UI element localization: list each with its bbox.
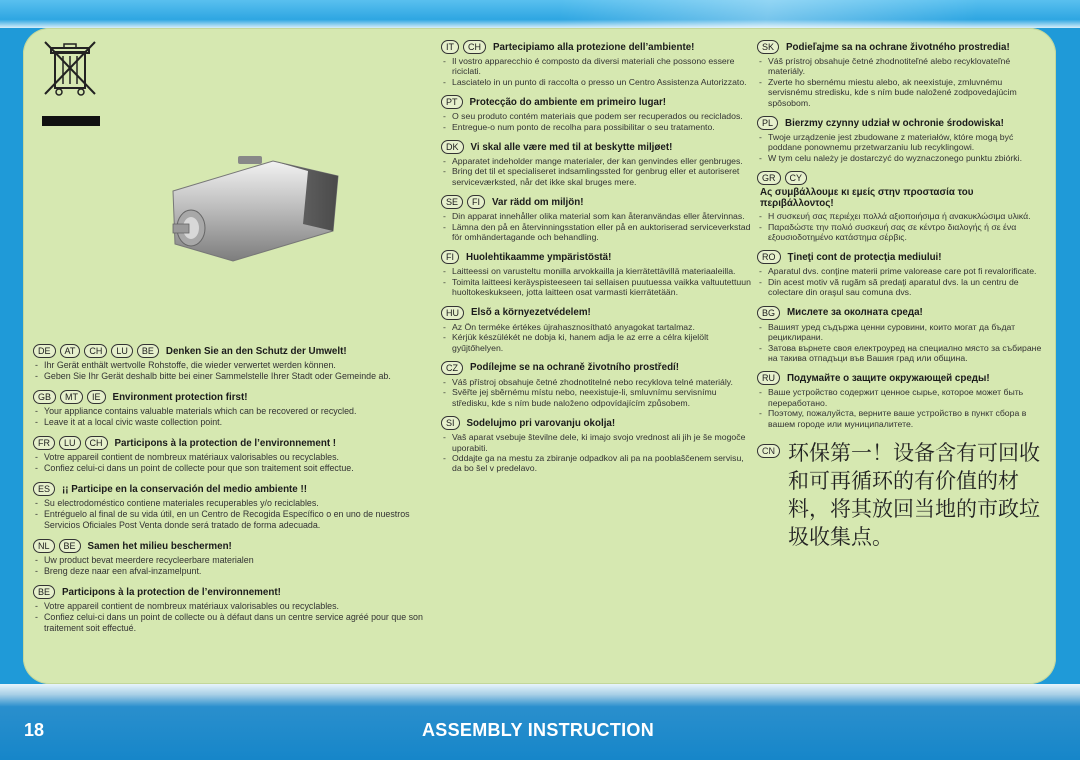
section-be — [33, 585, 428, 634]
footer-title: ASSEMBLY INSTRUCTION — [422, 720, 655, 740]
item-list — [441, 432, 753, 474]
list-item: - Ваше устройство содержит ценное сырье, которое может быть переработано. — [757, 387, 1047, 408]
country-badge: RO — [757, 250, 781, 264]
list-item: - Bring det til et specialiseret indsamlingssted for genbrug eller et autoriseret serviceværksted, når det ikke skal bruges mere. — [441, 166, 753, 187]
motor-unit-image — [153, 136, 353, 266]
section-title: Protecção do ambiente em primeiro lugar! — [469, 96, 667, 108]
list-item: - Leave it at a local civic waste collection point. — [33, 417, 428, 428]
item-list — [441, 56, 753, 87]
list-item: - Váš přístroj obsahuje četné zhodnotitelné nebo recyklova telné materiály. — [441, 377, 753, 387]
section-title: ¡¡ Participe en la conservación del medio ambiente !! — [62, 483, 308, 495]
country-badge: MT — [60, 390, 83, 404]
list-item: - Confiez celui-ci dans un point de collecte ou à défaut dans un centre service agréé pour que son traitement soit effectué. — [33, 612, 428, 634]
list-item: - Laitteessi on varusteltu monilla arvokkailla ja kierrätettävillä materiaaleilla. — [441, 266, 753, 276]
item-list — [441, 322, 753, 353]
country-badge: BG — [757, 306, 780, 320]
list-item: - Confiez celui-ci dans un point de collecte pour que son traitement soit effectue. — [33, 463, 428, 474]
list-item: - Az Ön terméke értékes újrahasznosítható anyagokat tartalmaz. — [441, 322, 753, 332]
section-heading — [441, 140, 753, 154]
item-list — [757, 211, 1047, 242]
list-item: - Toimita laitteesi keräyspisteeseen tai sellaisen puutuessa vaikka valtuutettuun huoltokeskukseen, jotta laitteen osat varmasti kierrätetään. — [441, 277, 753, 298]
section-pl — [757, 116, 1047, 163]
section-heading — [441, 95, 753, 109]
page-number: 18 — [24, 720, 45, 740]
item-list — [441, 211, 753, 242]
section-heading — [441, 40, 753, 54]
list-item: - Váš prístroj obsahuje četné zhodnotiteľné alebo recyklovateľné materiály. — [757, 56, 1047, 77]
country-badge: GB — [33, 390, 56, 404]
item-list — [757, 132, 1047, 163]
section-heading — [33, 585, 428, 599]
list-item: - Geben Sie Ihr Gerät deshalb bitte bei einer Sammelstelle Ihrer Stadt oder Gemeinde ab. — [33, 371, 428, 382]
top-band — [0, 0, 1080, 28]
country-badge: CH — [463, 40, 486, 54]
cn-text: 环保第一！设备含有可回收和可再循环的有价值的材料，将其放回当地的市政垃圾收集点。 — [788, 440, 1040, 549]
section-title: Ţineţi cont de protecţia mediului! — [787, 251, 942, 263]
section-title: Var rädd om miljön! — [492, 196, 584, 208]
item-list — [33, 601, 428, 634]
list-item: - O seu produto contém materiais que podem ser recuperados ou reciclados. — [441, 111, 753, 121]
item-list — [757, 56, 1047, 108]
section-cn — [757, 439, 1047, 551]
section-si — [441, 416, 753, 474]
list-item: - Entréguelo al final de su vida útil, en un Centro de Recogida Específico o en uno de nuestros Servicios Oficiales Post Venta donde será tratado de forma adecuada. — [33, 509, 428, 531]
country-badge: FI — [467, 195, 485, 209]
country-badge: CH — [84, 344, 107, 358]
country-badge: CH — [85, 436, 108, 450]
black-bar — [42, 116, 100, 126]
list-item: - Aparatul dvs. conţine materii prime valorease care pot fi revalorificate. — [757, 266, 1047, 276]
section-title: Podieľajme sa na ochrane životného prostredia! — [786, 41, 1010, 53]
crossed-bin-icon — [39, 38, 101, 104]
section-pt — [441, 95, 753, 132]
section-title: Vi skal alle være med til at beskytte miljøet! — [470, 141, 673, 153]
list-item: - Votre appareil contient de nombreux matériaux valorisables ou recyclables. — [33, 601, 428, 612]
list-item: - Entregue-o num ponto de recolha para possibilitar o seu tratamento. — [441, 122, 753, 132]
country-badge: LU — [111, 344, 133, 358]
section-title: Huolehtikaamme ympäristöstä! — [466, 251, 612, 263]
item-list — [33, 360, 428, 382]
country-badge: BE — [137, 344, 159, 358]
section-it-ch — [441, 40, 753, 87]
section-title: Participons à la protection de l’environnement! — [62, 586, 281, 598]
list-item: - Lasciatelo in un punto di raccolta o presso un Centro Assistenza Autorizzato. — [441, 77, 753, 87]
item-list — [441, 156, 753, 187]
item-list — [33, 498, 428, 531]
item-list — [757, 387, 1047, 429]
middle-column — [441, 40, 753, 482]
item-list — [33, 406, 428, 428]
country-badge: BE — [59, 539, 81, 553]
section-title: Denken Sie an den Schutz der Umwelt! — [165, 345, 347, 357]
country-badge: FR — [33, 436, 55, 450]
country-badge: RU — [757, 371, 780, 385]
section-heading — [757, 40, 1047, 54]
list-item: - Your appliance contains valuable materials which can be recovered or recycled. — [33, 406, 428, 417]
section-es — [33, 482, 428, 531]
section-title: Elsõ a környezetvédelem! — [471, 307, 591, 319]
list-item: - Вашият уред съдържа ценни суровини, които могат да бъдат рециклирани. — [757, 322, 1047, 343]
list-item: - Zverte ho sbernému miestu alebo, ak neexistuje, zmluvnému servisnému stredisku, kde s ním bude naložené zodpovedajúcim spôsobom. — [757, 77, 1047, 108]
country-badge: GR — [757, 171, 781, 185]
section-heading — [441, 250, 753, 264]
item-list — [441, 266, 753, 297]
list-item: - Din acest motiv vă rugăm să predaţi aparatul dvs. la un centru de colectare din oraşul sau comuna dvs. — [757, 277, 1047, 298]
left-column — [33, 344, 428, 642]
country-badge: FI — [441, 250, 459, 264]
item-list — [33, 452, 428, 474]
country-badge: PL — [757, 116, 778, 130]
item-list — [33, 555, 428, 577]
section-title: Подумайте о защите окружающей среды! — [787, 372, 990, 384]
list-item: - Su electrodoméstico contiene materiales recuperables y/o reciclables. — [33, 498, 428, 509]
list-item: - Oddajte ga na mestu za zbiranje odpadkov ali pa na pooblaščenem servisu, da bo šel v predelavo. — [441, 453, 753, 474]
section-sk — [757, 40, 1047, 108]
list-item: - Svěřte jej sběrnému místu nebo, neexistuje-li, smluvnímu servisnímu středisku, kde s ním bude naloženo odpovídajícím způsobem. — [441, 387, 753, 408]
section-heading — [33, 436, 428, 450]
section-cz — [441, 361, 753, 408]
section-heading — [757, 116, 1047, 130]
item-list — [441, 111, 753, 132]
section-hu — [441, 306, 753, 353]
section-heading — [33, 344, 428, 358]
section-title: Sodelujmo pri varovanju okolja! — [466, 417, 616, 429]
list-item: - Vaš aparat vsebuje številne dele, ki imajo svojo vrednost ali jih je še mogoče uporabiti. — [441, 432, 753, 453]
section-title: Podílejme se na ochraně životního prostředí! — [470, 362, 680, 374]
list-item: - Din apparat innehåller olika material som kan återanvändas eller återvinnas. — [441, 211, 753, 221]
section-heading — [757, 371, 1047, 385]
section-heading — [441, 416, 753, 430]
section-gr-cy — [757, 171, 1047, 242]
section-de-at-ch-lu-be — [33, 344, 428, 382]
list-item: - Ihr Gerät enthält wertvolle Rohstoffe, die wieder verwertet werden können. — [33, 360, 428, 371]
country-badge: BE — [33, 585, 55, 599]
list-item: - Breng deze naar een afval-inzamelpunt. — [33, 566, 428, 577]
section-heading — [441, 361, 753, 375]
section-nl-be — [33, 539, 428, 577]
country-badge: SE — [441, 195, 463, 209]
list-item: - Затова върнете своя електроуред на специално място за събиране на такива отпадъци във Вашия град или община. — [757, 343, 1047, 364]
country-badge: SI — [441, 416, 460, 430]
section-dk — [441, 140, 753, 187]
section-title: Samen het milieu beschermen! — [87, 540, 232, 552]
section-heading — [441, 306, 753, 320]
list-item: - Παραδώστε την πολιό συσκευή σας σε κέντρο διαλογής ή σε ένα εξουσιοδοτημένο κατάστημα σέρβις. — [757, 222, 1047, 243]
right-column — [757, 40, 1047, 551]
section-heading — [33, 482, 428, 496]
section-title: Ας συμβάλλουμε κι εμείς στην προστασία του περιβάλλοντος! — [760, 187, 974, 210]
list-item: - Lämna den på en återvinningsstation eller på en auktoriserad serviceverkstad för omhändertagande och behandling. — [441, 222, 753, 243]
country-badge: AT — [60, 344, 81, 358]
section-title: Bierzmy czynny udział w ochronie środowiska! — [785, 117, 1004, 129]
section-bg — [757, 306, 1047, 364]
section-ro — [757, 250, 1047, 297]
section-gb-mt-ie — [33, 390, 428, 428]
section-heading — [441, 195, 753, 209]
country-badge: HU — [441, 306, 464, 320]
country-badge: CN — [757, 444, 780, 458]
country-badge: PT — [441, 95, 463, 109]
section-ru — [757, 371, 1047, 429]
section-heading — [757, 306, 1047, 320]
country-badge: ES — [33, 482, 55, 496]
section-se-fi — [441, 195, 753, 242]
country-badge: LU — [59, 436, 81, 450]
item-list — [757, 266, 1047, 297]
list-item: - Il vostro apparecchio é composto da diversi materiali che possono essere riciclati. — [441, 56, 753, 77]
country-badge: IE — [87, 390, 106, 404]
list-item: - Kérjük készülékét ne dobja ki, hanem adja le az erre a célra kijelölt gyűjtőhelyen. — [441, 332, 753, 353]
section-title: Мислете за околната среда! — [787, 307, 923, 319]
list-item: - Apparatet indeholder mange materialer, der kan genvindes eller genbruges. — [441, 156, 753, 166]
section-fr-lu-ch — [33, 436, 428, 474]
list-item: - Η συσκευή σας περιέχει πολλά αξιοποιήσιμα ή ανακυκλώσιμα υλικά. — [757, 211, 1047, 221]
country-badge: CZ — [441, 361, 463, 375]
country-badge: NL — [33, 539, 55, 553]
content-panel — [23, 28, 1056, 684]
country-badge: DE — [33, 344, 56, 358]
section-title: Participons à la protection de l’environnement ! — [114, 437, 337, 449]
country-badge: SK — [757, 40, 779, 54]
section-title: Partecipiamo alla protezione dell’ambiente! — [493, 41, 695, 53]
item-list — [757, 322, 1047, 364]
section-heading — [33, 539, 428, 553]
section-heading — [757, 250, 1047, 264]
section-fi — [441, 250, 753, 297]
list-item: - Uw product bevat meerdere recycleerbare materialen — [33, 555, 428, 566]
country-badge: CY — [785, 171, 808, 185]
country-badge: DK — [441, 140, 464, 154]
country-badge: IT — [441, 40, 459, 54]
list-item: - Twoje urządzenie jest zbudowane z materiałów, które mogą być poddane ponownemu przetwarzaniu lub recyklingowi. — [757, 132, 1047, 153]
list-item: - W tym celu należy je dostarczyć do wyznaczonego punktu zbiórki. — [757, 153, 1047, 163]
item-list — [441, 377, 753, 408]
section-heading — [757, 171, 1047, 209]
section-heading — [33, 390, 428, 404]
list-item: - Поэтому, пожалуйста, верните ваше устройство в пункт сбора в вашем городе или муниципалитете. — [757, 408, 1047, 429]
section-title: Environment protection first! — [112, 391, 248, 403]
list-item: - Votre appareil contient de nombreux matériaux valorisables ou recyclables. — [33, 452, 428, 463]
